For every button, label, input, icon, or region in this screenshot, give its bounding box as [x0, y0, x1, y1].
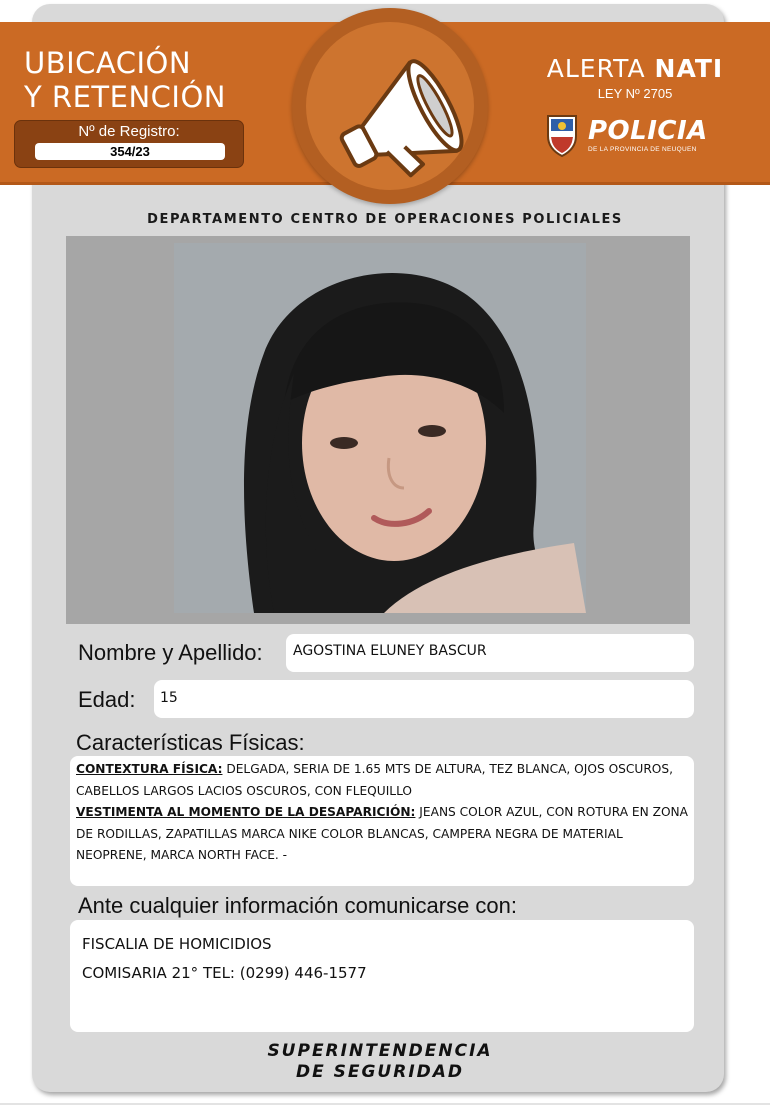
registry-value: 354/23 — [35, 143, 225, 160]
registry-label: Nº de Registro: — [78, 123, 180, 140]
person-photo — [174, 243, 586, 613]
title-line-2: Y RETENCIÓN — [24, 80, 226, 114]
alert-name: ALERTA NATI — [546, 54, 724, 83]
build-label: CONTEXTURA FÍSICA: — [76, 762, 223, 776]
name-label: Nombre y Apellido: — [78, 640, 263, 665]
contact-label: Ante cualquier información comunicarse con: — [78, 893, 518, 918]
police-shield-icon — [544, 112, 580, 158]
contact-line-2: COMISARIA 21° TEL: (0299) 446-1577 — [82, 964, 367, 982]
footer-title — [180, 1041, 580, 1083]
law-number: LEY Nº 2705 — [597, 86, 673, 101]
department-title: DEPARTAMENTO CENTRO DE OPERACIONES POLICIALES — [147, 212, 623, 227]
footer-line-2: DE SEGURIDAD — [295, 1062, 465, 1082]
divider — [0, 1103, 770, 1105]
megaphone-emblem — [292, 8, 488, 204]
characteristics-box — [70, 756, 694, 886]
title-line-1: UBICACIÓN — [24, 46, 192, 80]
alert-type-title — [24, 46, 254, 114]
contact-box — [70, 920, 694, 1032]
megaphone-icon — [326, 42, 482, 198]
police-subtitle: DE LA PROVINCIA DE NEUQUEN — [588, 146, 697, 153]
build-text: DELGADA, SERIA DE 1.65 MTS DE ALTURA, TEZ BLANCA, OJOS OSCUROS, CABELLOS LARGOS LACIOS OSCUROS, CON FLEQUILLO — [76, 762, 674, 798]
police-logo-text: POLICIA — [588, 116, 708, 146]
footer-line-1: SUPERINTENDENCIA — [267, 1041, 493, 1061]
contact-line-1: FISCALIA DE HOMICIDIOS — [82, 935, 272, 953]
clothing-text: JEANS COLOR AZUL, CON ROTURA EN ZONA DE RODILLAS, ZAPATILLAS MARCA NIKE COLOR BLANCAS, CAMPERA NEGRA DE MATERIAL NEOPRENE, MARCA NORTH FACE. - — [76, 805, 689, 862]
age-label: Edad: — [78, 687, 136, 712]
registry-box — [14, 120, 244, 168]
characteristics-label: Características Físicas: — [76, 730, 305, 755]
age-field: 15 — [154, 680, 694, 718]
clothing-label: VESTIMENTA AL MOMENTO DE LA DESAPARICIÓN: — [76, 805, 416, 819]
name-field: AGOSTINA ELUNEY BASCUR — [286, 634, 694, 672]
